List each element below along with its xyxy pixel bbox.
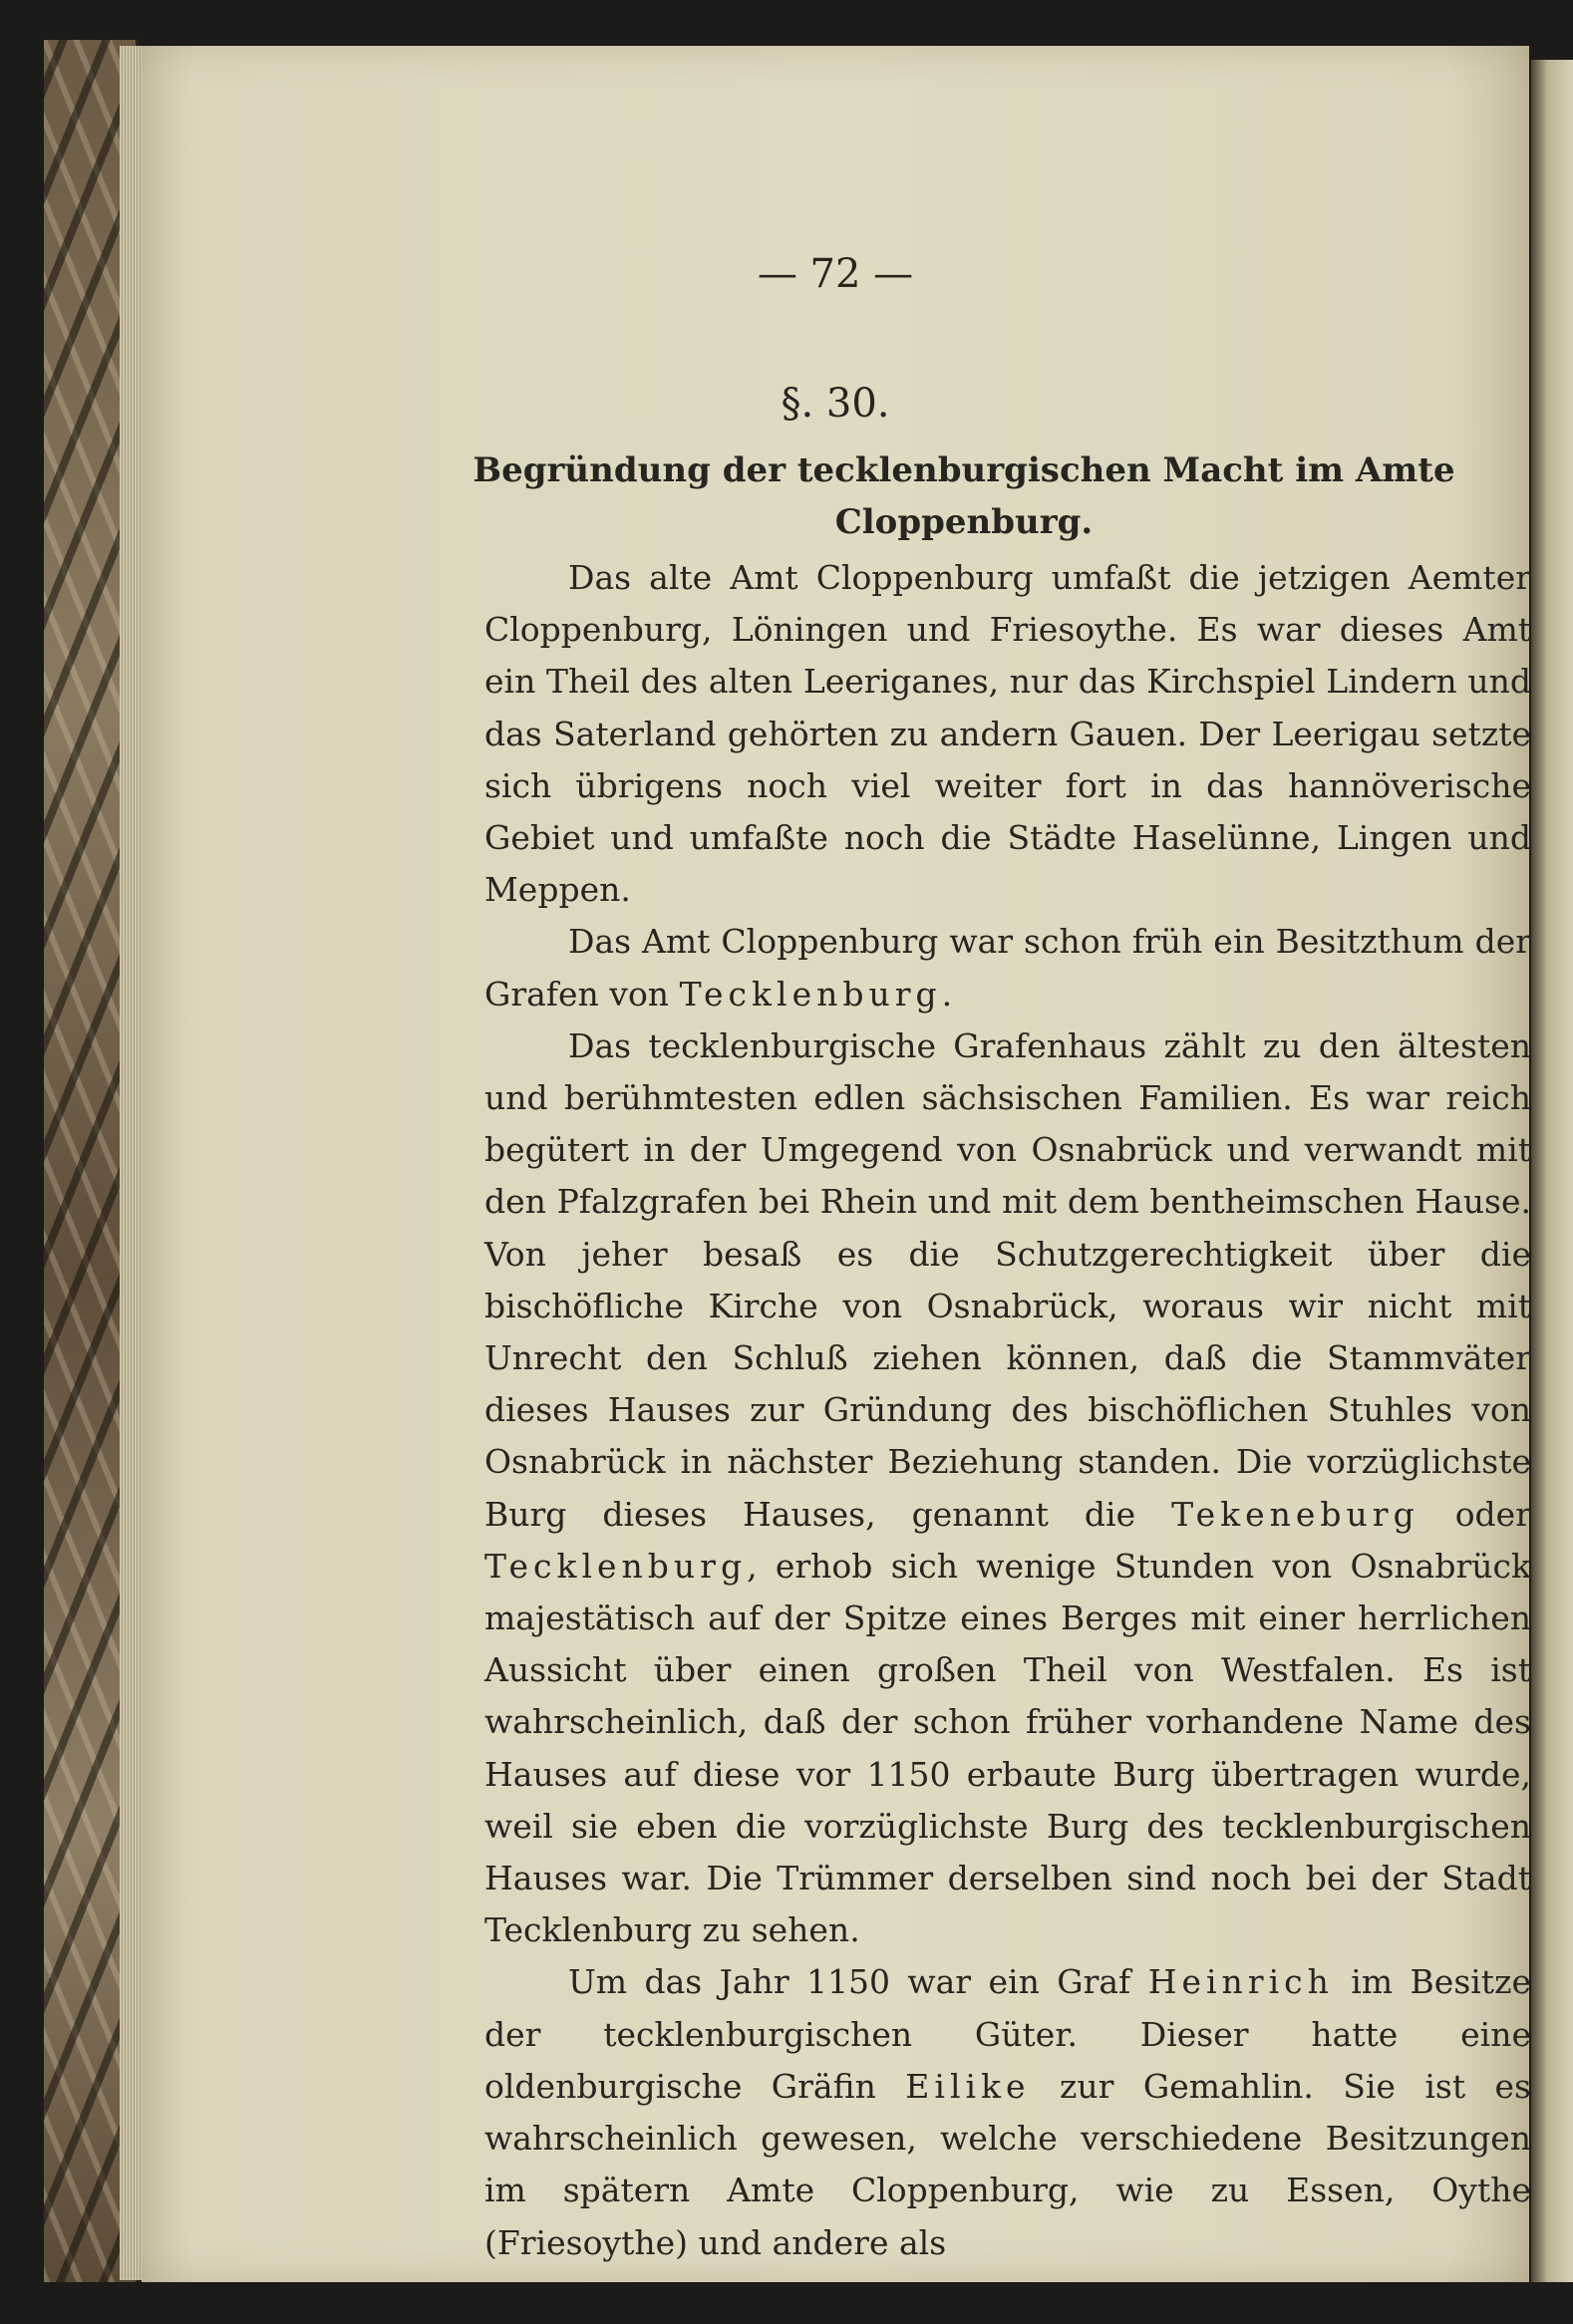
paragraph (484, 1020, 1531, 1957)
text-run: Das Amt Cloppenburg war schon früh ein Besitzthum der Grafen von (484, 922, 1531, 1014)
spaced-name: Tekeneburg (1171, 1494, 1419, 1534)
book-page (142, 46, 1529, 2282)
body-text (484, 552, 1531, 2269)
text-run: Um das Jahr 1150 war ein Graf (568, 1962, 1148, 2002)
page-number: — 72 — (757, 251, 914, 297)
facing-page-edge (1531, 60, 1573, 2282)
spaced-name: Tecklenburg (484, 1546, 748, 1586)
paragraph: Das alte Amt Cloppenburg umfaßt die jetzigen Aemter Cloppenburg, Löningen und Friesoythe. Es war dieses Amt ein Theil des alten Leeriganes, nur das Kirchspiel Lindern und das Saterland gehörten zu andern Gauen. Der Leerigau setzte sich übrigens noch viel weiter fort in das hannöverische Gebiet und umfaßte noch die Städte Haselünne, Lingen und Meppen. (484, 558, 1531, 910)
text-run: Das tecklenburgische Grafenhaus zählt zu den ältesten und berühmtesten edlen sächsischen Familien. Es war reich begütert in der Umgegend von Osnabrück und verwandt mit den Pfalzgrafen bei Rhein und mit dem bentheimschen Hause. Von jeher besaß es die Schutzgerechtigkeit über die bischöfliche Kirche von Osnabrück, woraus wir nicht mit Unrecht den Schluß ziehen können, daß die Stammväter dieses Hauses zur Gründung des bischöflichen Stuhles von Osnabrück in nächster Beziehung standen. Die vorzüglichste Burg dieses Hauses, genannt die (484, 1025, 1531, 1534)
text-run: zur Gemahlin. Sie ist es wahrscheinlich gewesen, welche verschiedene Besitzungen im spätern Amte Cloppenburg, wie zu Essen, Oythe (Friesoythe) und andere als (484, 2066, 1531, 2262)
section-number: §. 30. (781, 381, 890, 427)
spaced-name: Tecklenburg (679, 974, 942, 1014)
spaced-name: Heinrich (1147, 1962, 1334, 2002)
section-title: Begründung der tecklenburgischen Macht im Amte Cloppenburg. (472, 450, 1455, 542)
paragraph (484, 1956, 1531, 2268)
paragraph (484, 916, 1531, 1019)
spaced-name: Eilike (905, 2066, 1031, 2106)
text-run: , erhob sich wenige Stunden von Osnabrück majestätisch auf der Spitze eines Berges mit einer herrlichen Aussicht über einen großen Theil von Westfalen. Es ist wahrscheinlich, daß der schon früher vorhandene Name des Hauses auf diese vor 1150 erbaute Burg übertragen wurde, weil sie eben die vorzüglichste Burg des tecklenburgischen Hauses war. Die Trümmer derselben sind noch bei der Stadt Tecklenburg zu sehen. (484, 1546, 1531, 1950)
text-run: oder (1418, 1494, 1531, 1534)
text-run: im Besitze der tecklenburgischen Güter. Dieser hatte eine oldenburgische Gräfin (484, 1962, 1531, 2106)
text-run: . (941, 974, 953, 1014)
